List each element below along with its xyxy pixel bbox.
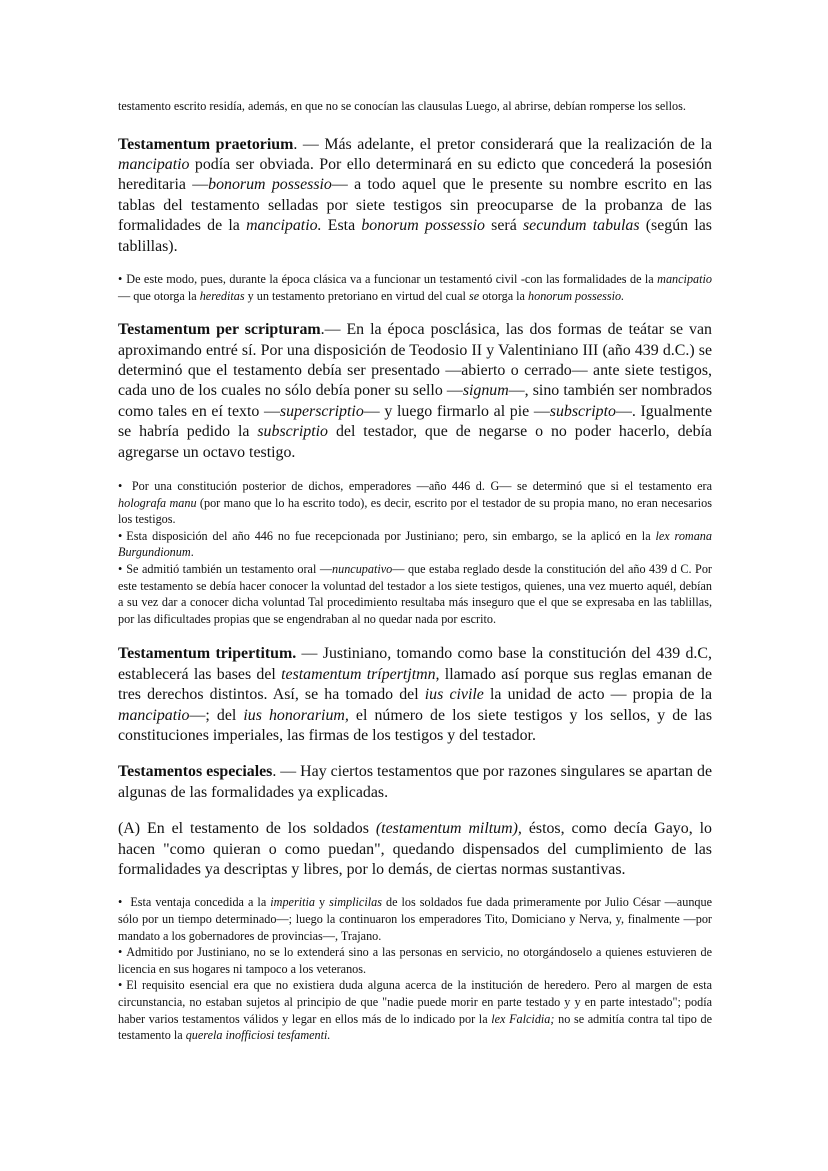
text-run: — a todo aquel que le presente su nombre escrito en las tablas del testamento selladas por siete testigos sin preocuparse de la probanza de las formalidades de la [118,176,712,235]
bullet-marker: • [118,528,123,543]
text-run: Por una constitución posterior de dichos, emperadores —año 446 d. G— se determinó que si el testamento era [126,479,712,494]
italic-run: superscriptio [279,402,364,420]
italic-run: signum [462,382,509,400]
italic-run: bonorum possessio [361,217,485,235]
soldados-bullet-1 [118,894,712,944]
text-run: Esta ventaja concedida a la [126,895,271,910]
text-run: El requisito esencial era que no existiera duda alguna acerca de la institución de heredero. Pero al margen de esta circunstancia, no estaban sujetos al principio de que "nadie puede morir en parte testado y y en parte intestado"; podía haber varios testamentos válidos y legar en ellos más de lo indicado por la [118,978,712,1026]
text-run: el número de los siete testigos y los sellos, y de las constituciones imperiales, las firmas de los testigos y del testador. [118,706,713,745]
text-run: (por mano que lo ha escrito todo), es decir, escrito por el testador de su propia mano, no eran necesarios los testigos. [118,495,712,527]
text-run: —, sino también ser nombrados como tales en eí texto — [118,382,713,420]
text-run: no se admitía contra tal tipo de testamento la [118,1011,712,1043]
text-run: . — Hay ciertos testamentos que por razones singulares se apartan de algunas de las formalidades ya explicadas. [118,763,712,801]
italic-run: bonorum possessio [208,176,332,194]
soldados-paragraph [118,819,712,880]
italic-run: secundum tabulas [522,217,640,235]
tripertitum-heading: Testamentum tripertitum. [118,645,297,663]
italic-run: mancipatio [118,156,190,173]
text-run: llamado así porque sus reglas emanan de tres derechos distintos. Así, se ha tomado del [118,665,712,704]
italic-run: mancipatio. [246,217,322,235]
bullet-marker: • [118,945,123,960]
text-run: —; del [189,706,244,724]
text-run: éstos, como decía Gayo, lo hacen "como quieran o como puedan", quedando dispensados del cumplimiento de las formalidades ya descriptas y libres, por lo demás, de ciertas normas sustantivas. [118,820,712,879]
text-run: podía ser obviada. Por ello determinará en su edicto que concederá la posesión hereditaria — [118,156,712,194]
text-run: Se admitió también un testamento oral — [126,562,333,577]
text-run: será [484,217,523,235]
italic-run: (testamentum miltum), [375,820,522,838]
praetorium-paragraph [118,135,712,257]
scripturam-bullet-1 [118,478,712,528]
especiales-heading: Testamentos especiales [118,763,273,781]
scripturam-bullet-2 [118,528,712,561]
italic-run: simplicilas [329,895,382,910]
text-run: de los soldados fue dada primeramente por Julio César —aunque sólo por un tiempo determinado—; luego la continuaron los emperadores Tito, Domiciano y Nerva, y, finalmente —por mandato a los gobernadores de provincias—, Trajano. [118,895,713,943]
scripturam-bullet-3 [118,561,712,627]
scripturam-paragraph [118,320,712,463]
bullet-marker: • [118,978,123,993]
italic-run: lex romana Burgundionum [118,528,712,560]
italic-run: nuncupativo [332,562,393,577]
text-run: la unidad de acto — propia de la [483,686,713,704]
text-run: y [314,895,330,910]
text-run: — y luego firmarlo al pie — [363,402,550,420]
text-run: . [190,545,194,560]
text-run: Admitido por Justiniano, no se lo extenderá sino a las personas en servicio, no otorgándoselo a quienes estuvieren de licencia en sus hogares ni tampoco a los veteranos. [118,945,712,976]
bullet-marker: • [118,895,123,910]
text-run: del testador, que de negarse o no poder hacerlo, debía agregarse un octavo testigo. [118,423,712,461]
intro-text: testamento escrito residía, además, en que no se conocían las clausulas Luego, al abrirse, debían romperse los sellos. [118,99,686,113]
italic-run: mancipatio [118,706,190,724]
italic-run: ius civile [424,686,484,704]
soldados-bullet-2 [118,944,712,977]
soldados-bullet-3 [118,977,712,1043]
italic-run: querela inofficiosi tesfamenti. [185,1028,331,1043]
text-run: y un testamento pretoriano en virtud del cual [244,288,469,303]
intro-paragraph [118,98,712,115]
italic-run: subscriptio [257,423,329,441]
italic-run: imperitia [270,895,315,910]
praetorium-heading: Testamentum praetorium [118,135,294,153]
bullet-marker: • [118,272,123,287]
bullet-marker: • [118,479,123,494]
text-run: .— En la época posclásica, las dos formas de teátar se van aproximando entré sí. Por una disposición de Teodosio II y Valentiniano III (año 439 d.C.) se determinó que el testamento debía ser presentado —abierto o cerrado— ante siete testigos, cada uno de los cuales no sólo debía poner su sello — [118,321,712,400]
tripertitum-paragraph [118,644,712,746]
text-run: . — Más adelante, el pretor considerará que la realización de la [293,135,713,153]
scripturam-heading: Testamentum per scripturam [118,321,321,339]
text-run: — que otorga la [118,288,200,303]
italic-run: testamentum trípertjtmn, [281,665,440,683]
italic-run: se [468,288,480,303]
text-run: Esta [321,217,362,235]
text-run: (A) En el testamento de los soldados [118,820,376,838]
text-run: (según las tablillas). [118,217,712,255]
text-run: De este modo, pues, durante la época clásica va a funcionar un testamentó civil -con las formalidades de la [126,272,658,287]
italic-run: lex Falcidia; [491,1011,555,1026]
italic-run: honorum possessio. [528,288,625,303]
praetorium-bullet [118,271,712,304]
italic-run: ius honorarium, [243,706,349,724]
italic-run: holografa manu [118,495,197,510]
text-run: otorga la [479,288,528,303]
text-run: Esta disposición del año 446 no fue recepcionada por Justiniano; pero, sin embargo, se la aplicó en la [126,528,656,543]
document-page [118,98,712,1044]
bullet-marker: • [118,562,123,577]
italic-run: subscripto [549,402,616,420]
text-run: — Justiniano, tomando como base la constitución del 439 d.C, establecerá las bases del [118,645,712,683]
text-run: — que estaba reglado desde la constitución del año 439 d C. Por este testamento se debía hacer conocer la voluntad del testador a los siete testigos, quienes, una vez muerto aquél, debían a su vez dar a conocer dicha voluntad Tal procedimiento resultaba más inseguro que el que se expresaba en las tablillas, por las dificultades propias que se engendraban al no quedar nada por escrito. [118,562,712,626]
especiales-paragraph [118,762,712,803]
italic-run: hereditas [199,288,245,303]
italic-run: mancipatio [657,272,712,287]
text-run: —. Igualmente se habría pedido la [118,402,712,441]
